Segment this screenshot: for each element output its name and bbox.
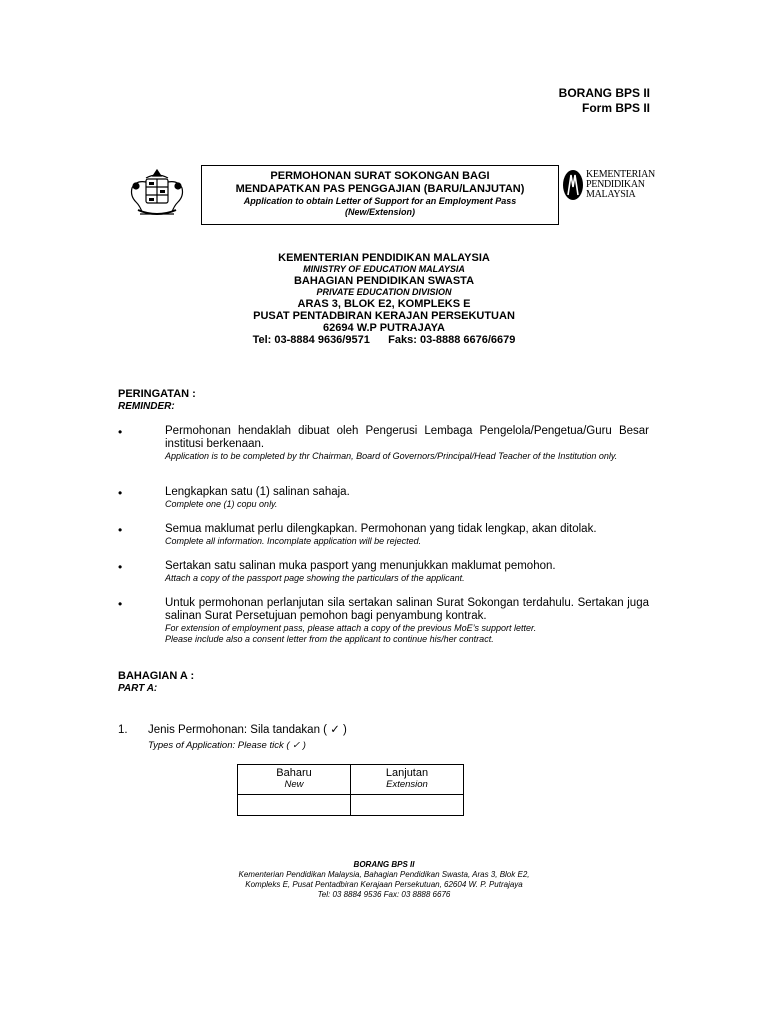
ministry-name-en: MINISTRY OF EDUCATION MALAYSIA [303, 264, 465, 274]
title-line-2: MENDAPATKAN PAS PENGGAJIAN (BARU/LANJUTAN) [235, 183, 525, 195]
reminder-item-en: Application is to be completed by thr Chairman, Board of Governors/Principal/Head Teacher of the Institution only. [165, 451, 618, 461]
reminder-item [165, 425, 649, 462]
reminder-item [165, 560, 649, 584]
question-1-number: 1. [118, 724, 128, 736]
option-extension-header [351, 765, 464, 795]
tick-box-extension[interactable] [351, 795, 464, 816]
tick-row [238, 795, 464, 816]
reminder-item-ms: Untuk permohonan perlanjutan sila sertakan salinan Surat Sokongan terdahulu. Sertakan juga salinan Surat Persetujuan pemohon bagi penyambung kontrak. [165, 597, 649, 622]
contact-numbers: Tel: 03-8884 9636/9571 Faks: 03-8888 6676/6679 [252, 334, 516, 346]
title-en-line-2: (New/Extension) [344, 207, 415, 217]
division-name-en: PRIVATE EDUCATION DIVISION [316, 287, 452, 297]
ministry-logo-line-2: PENDIDIKAN [586, 179, 645, 190]
address-line-2: PUSAT PENTADBIRAN KERAJAN PERSEKUTUAN [253, 310, 515, 322]
ministry-logo-icon [562, 169, 584, 201]
reminder-item-en: Complete one (1) copu only. [165, 499, 278, 509]
table-header-row [238, 765, 464, 795]
application-type-table [237, 764, 464, 816]
ministry-name-ms: KEMENTERIAN PENDIDIKAN MALAYSIA [278, 252, 490, 264]
title-line-1: PERMOHONAN SURAT SOKONGAN BAGI [270, 170, 490, 182]
form-code-ms: BORANG BPS II [558, 86, 650, 100]
form-code [559, 86, 650, 116]
question-1-label: Jenis Permohonan: Sila tandakan ( ✓ ) [148, 724, 347, 736]
coat-of-arms-icon [126, 168, 188, 220]
bullet: • [118, 597, 123, 611]
reminder-item-en: For extension of employment pass, please attach a copy of the previous MoE’s support letter. [165, 623, 537, 633]
reminder-heading: PERINGATAN : [118, 388, 196, 400]
ministry-address [0, 252, 768, 346]
address-line-3: 62694 W.P PUTRAJAYA [323, 322, 445, 334]
form-title-box [201, 165, 559, 225]
reminder-item [165, 523, 649, 547]
part-a-heading: BAHAGIAN A : [118, 670, 195, 682]
reminder-item [165, 597, 649, 645]
reminder-heading-en: REMINDER: [118, 401, 175, 412]
reminder-item-en: Complete all information. Incomplate application will be rejected. [165, 536, 422, 546]
part-a-heading-en: PART A: [118, 683, 158, 694]
reminder-item [165, 486, 649, 510]
option-new-label-en: New [284, 779, 304, 790]
form-code-en: Form BPS II [581, 101, 650, 115]
ministry-logo-line-3: MALAYSIA [586, 189, 636, 200]
title-en-line-1: Application to obtain Letter of Support for an Employment Pass [243, 196, 517, 206]
bullet: • [118, 523, 123, 537]
reminder-item-en: Attach a copy of the passport page showing the particulars of the applicant. [165, 573, 465, 583]
reminder-item-en-2: Please include also a consent letter from the applicant to continue his/her contract. [165, 634, 494, 644]
question-1-label-en: Types of Application: Please tick ( ✓ ) [148, 740, 306, 751]
reminder-item-ms: Sertakan satu salinan muka pasport yang menunjukkan maklumat pemohon. [165, 560, 556, 572]
footer-title: BORANG BPS II [353, 860, 415, 869]
footer-line-1: Kementerian Pendidikan Malaysia, Bahagian Pendidikan Swasta, Aras 3, Blok E2, [238, 870, 530, 879]
reminder-item-ms: Lengkapkan satu (1) salinan sahaja. [165, 486, 350, 498]
page-footer [0, 860, 768, 900]
bullet: • [118, 425, 123, 439]
option-extension-label-en: Extension [386, 779, 428, 790]
footer-line-2: Kompleks E, Pusat Pentadbiran Kerajaan Persekutuan, 62604 W. P. Putrajaya [245, 880, 523, 889]
ministry-logo-line-1: KEMENTERIAN [586, 169, 655, 180]
option-extension-label: Lanjutan [385, 767, 429, 779]
tick-box-new[interactable] [238, 795, 351, 816]
address-line-1: ARAS 3, BLOK E2, KOMPLEKS E [297, 298, 471, 310]
option-new-header [238, 765, 351, 795]
reminder-item-ms: Semua maklumat perlu dilengkapkan. Permohonan yang tidak lengkap, akan ditolak. [165, 523, 597, 535]
division-name-ms: BAHAGIAN PENDIDIKAN SWASTA [293, 275, 475, 287]
option-new-label: Baharu [276, 767, 312, 779]
reminder-item-ms: Permohonan hendaklah dibuat oleh Pengerusi Lembaga Pengelola/Pengetua/Guru Besar institusi berkenaan. [165, 425, 649, 450]
footer-line-3: Tel: 03 8884 9536 Fax: 03 8888 6676 [317, 890, 451, 899]
ministry-logo [562, 167, 655, 207]
bullet: • [118, 560, 123, 574]
bullet: • [118, 486, 123, 500]
